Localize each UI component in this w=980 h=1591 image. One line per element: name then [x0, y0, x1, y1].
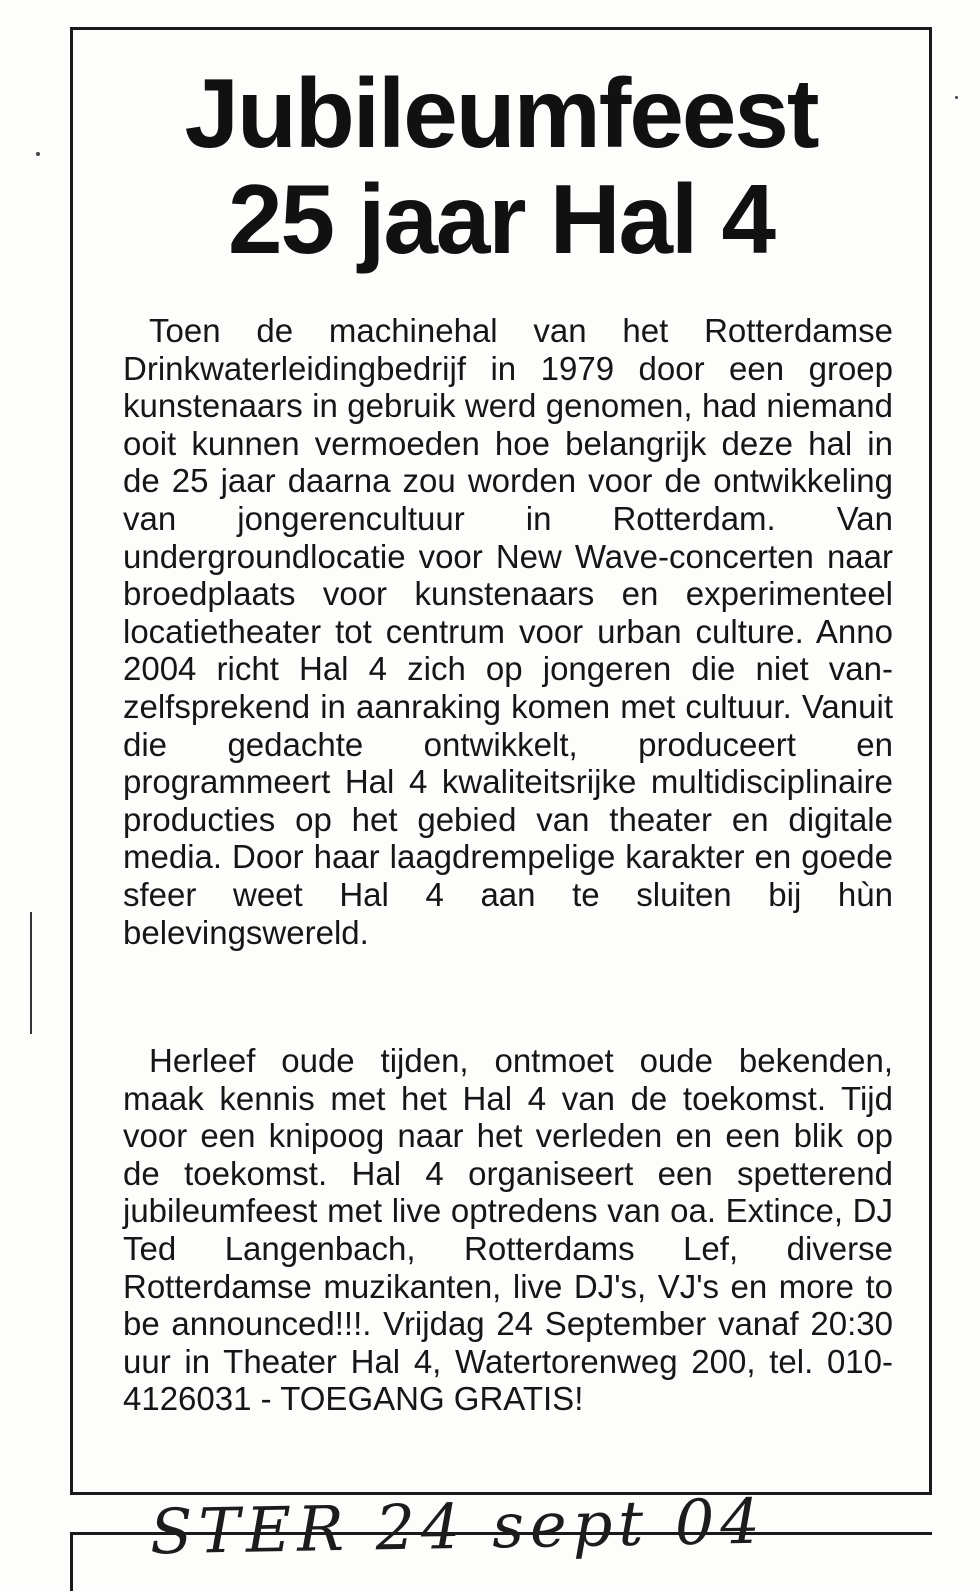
headline-line-2: 25 jaar Hal 4: [227, 164, 775, 274]
article-paragraph-1: Toen de machinehal van het Rotterdamse Drinkwaterleidingbedrijf in 1979 door een groep kunstenaars in gebruik werd genomen, had niemand ooit kunnen vermoeden hoe belangrijk deze hal in de 25 jaar daarna zou worden voor de ontwikkeling van jongerencultuur in Rotterdam. Van undergroundlocatie voor New Wave-concerten naar broedplaats voor kunstenaars en experimenteel locatietheater tot centrum voor urban culture. Anno 2004 richt Hal 4 zich op jongeren die niet vanzelfsprekend in aanraking komen met cultuur. Vanuit die gedachte ontwikkelt, produceert en programmeert Hal 4 kwaliteitsrijke multidisciplinaire producties op het gebied van theater en digitale media. Door haar laagdrempelige karakter en goede sfeer weet Hal 4 aan te sluiten bij hùn belevingswereld.: [123, 312, 893, 951]
headline-line-1: Jubileumfeest: [184, 58, 818, 168]
margin-pen-mark: [30, 912, 32, 1034]
newspaper-clipping: [70, 27, 932, 1495]
scan-speck: [36, 152, 40, 156]
article-paragraph-2: Herleef oude tijden, ontmoet oude bekenden, maak kennis met het Hal 4 van de toekomst. Tijd voor een knipoog naar het verleden en een blik op de toekomst. Hal 4 organiseert een spetterend jubileumfeest met live optredens van oa. Extince, DJ Ted Langenbach, Rotterdams Lef, diverse Rotterdamse muzikanten, live DJ's, VJ's en more to be announced!!!. Vrijdag 24 September vanaf 20:30 uur in Theater Hal 4, Watertorenweg 200, tel. 010-4126031 - TOEGANG GRATIS!: [123, 1042, 893, 1418]
next-clipping-edge: [70, 1532, 73, 1591]
handwritten-source-note: STER 24 sept 04: [149, 1484, 767, 1569]
scan-speck: [955, 96, 958, 99]
